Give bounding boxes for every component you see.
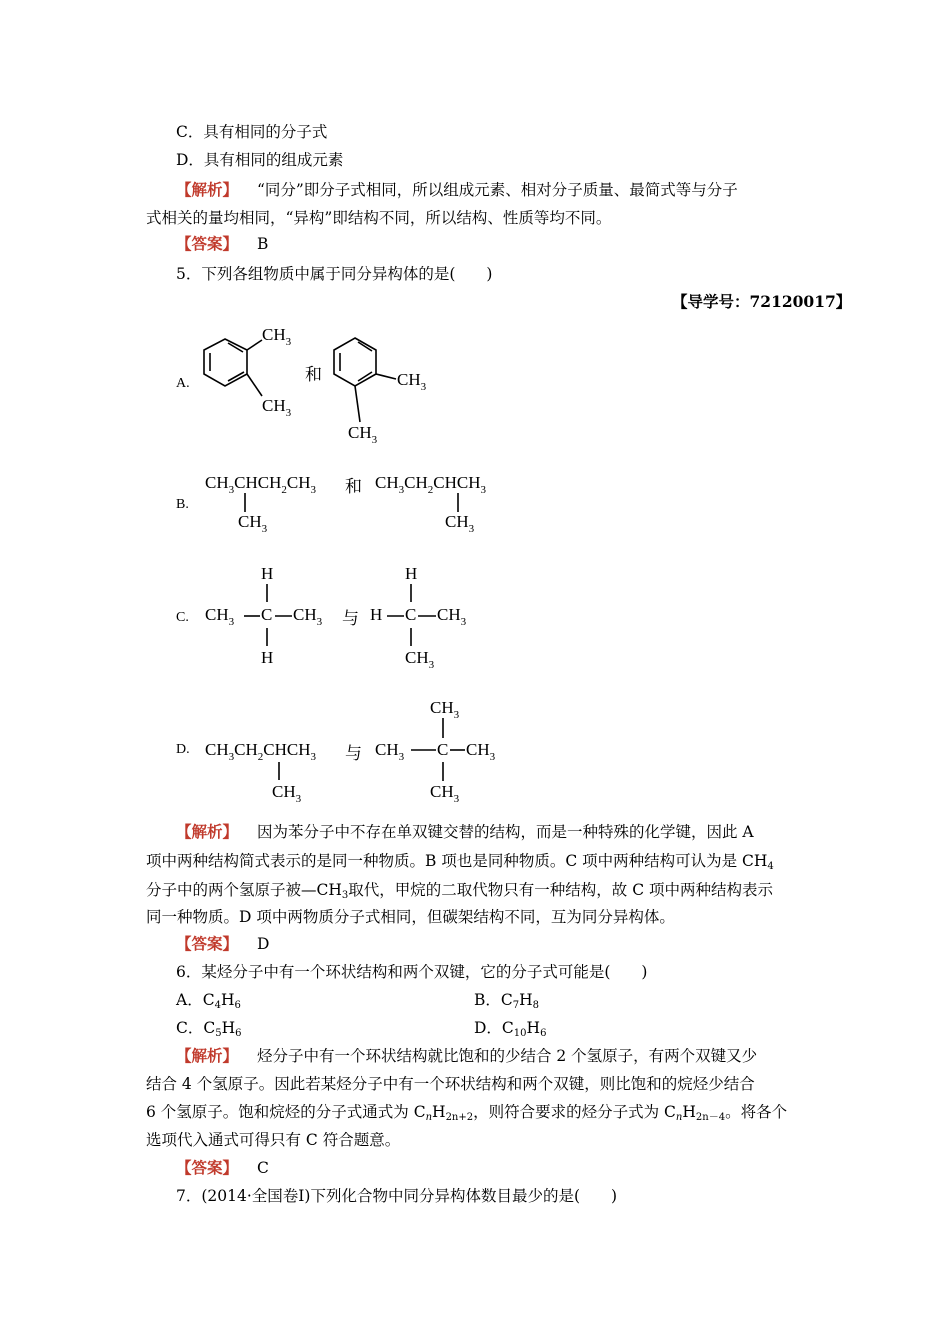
q6-question: 6．某烃分子中有一个环状结构和两个双键，它的分子式可能是( ) (176, 963, 648, 981)
option-a-label: A. (176, 376, 190, 391)
c-left-main: $CH_3$ (205, 605, 235, 628)
analysis-tag: 【解析】 (176, 1046, 239, 1065)
a-ch3-top: $CH_3$ (262, 325, 292, 348)
c-right-carbon: C (405, 605, 417, 624)
q4-analysis-line1: 【解析】 “同分”即分子式相同，所以组成元素、相对分子质量、最简式等与分子 (176, 180, 738, 199)
c-left-h-top: H (261, 564, 274, 583)
q6-option-b: B．$C_7H_8$ (474, 991, 540, 1011)
d-right-carbon: C (437, 740, 449, 759)
q5-guide-number: 【导学号：72120017】 (672, 292, 852, 311)
q6-analysis-line4: 选项代入通式可得只有 C 符合题意。 (146, 1131, 401, 1149)
q4-answer: 【答案】 B (176, 234, 269, 253)
option-d-label: D. (176, 742, 190, 757)
option-c-label: C. (176, 610, 189, 625)
answer-tag: 【答案】 (176, 234, 239, 253)
q4-analysis-line2: 式相关的量均相同，“异构”即结构不同，所以结构、性质等均不同。 (146, 209, 612, 227)
b-left-chain: $CH_3CHCH_2CH_3$ (205, 473, 316, 496)
q6-option-d: D．$C_{10}H_6$ (474, 1019, 547, 1039)
q5-analysis-line1: 【解析】 因为苯分子中不存在单双键交替的结构，而是一种特殊的化学键，因此 A (176, 822, 754, 841)
c-right-ch3-right: $CH_3$ (437, 605, 467, 628)
and-word-a: 和 (305, 365, 322, 385)
q6-analysis-line1: 【解析】 烃分子中有一个环状结构就比饱和的少结合 2 个氢原子，有两个双键又少 (176, 1046, 758, 1065)
d-right-ch3-left: $CH_3$ (375, 740, 405, 763)
d-right-ch3-top: $CH_3$ (430, 698, 460, 721)
q4-option-d: D．具有相同的组成元素 (176, 151, 344, 169)
q4-option-c: C．具有相同的分子式 (176, 123, 328, 141)
b-right-chain: $CH_3CH_2CHCH_3$ (375, 473, 486, 496)
q6-answer: 【答案】 C (176, 1158, 269, 1177)
q5-analysis-line3: 分子中的两个氢原子被$—CH_3$取代，甲烷的二取代物只有一种结构，故 C 项中两种结构表示 (146, 881, 773, 901)
option-b-label: B. (176, 497, 189, 512)
c-right-ch3-bottom: $CH_3$ (405, 648, 435, 671)
q7-question: 7．(2014·全国卷Ⅰ)下列化合物中同分异构体数目最少的是( ) (176, 1187, 618, 1205)
analysis-tag: 【解析】 (176, 822, 239, 841)
with-word-d: 与 (345, 744, 362, 764)
c-right-h-top: H (405, 564, 418, 583)
q5-answer: 【答案】 D (176, 934, 270, 953)
c-left-carbon: C (261, 605, 273, 624)
q5-analysis-line4: 同一种物质。D 项中两物质分子式相同，但碳架结构不同，互为同分异构体。 (146, 908, 675, 926)
b-left-branch: $CH_3$ (238, 512, 268, 535)
analysis-tag: 【解析】 (176, 180, 239, 199)
d-right-ch3-bottom: $CH_3$ (430, 782, 460, 805)
d-right-ch3-right: $CH_3$ (466, 740, 496, 763)
q5-analysis-line2: 项中两种结构简式表示的是同一种物质。B 项也是同种物质。C 项中两种结构可认为是 $CH_4$ (146, 852, 774, 872)
q6-analysis-line2: 结合 4 个氢原子。因此若某烃分子中有一个环状结构和两个双键，则比饱和的烷烃少结合 (146, 1075, 755, 1093)
c-left-h-bottom: H (261, 648, 274, 667)
answer-tag: 【答案】 (176, 934, 239, 953)
a-ch3-bottom: $CH_3$ (262, 396, 292, 419)
q6-option-c: C．$C_5H_6$ (176, 1019, 242, 1039)
d-left-branch: $CH_3$ (272, 782, 302, 805)
q6-analysis-line3: 6 个氢原子。饱和烷烃的分子式通式为 $C_nH_{2n+2}$，则符合要求的烃分子式为 $C_nH_{2n-4}$。将各个 (146, 1103, 788, 1123)
q6-option-a: A．$C_4H_6$ (176, 991, 241, 1011)
and-word-b: 和 (345, 477, 362, 497)
c-left-ch3-right: $CH_3$ (293, 605, 323, 628)
d-left-chain: $CH_3CH_2CHCH_3$ (205, 740, 316, 763)
answer-tag: 【答案】 (176, 1158, 239, 1177)
a-ch3-right: $CH_3$ (397, 370, 427, 393)
q5-question: 5．下列各组物质中属于同分异构体的是( ) (176, 265, 493, 283)
with-word-c: 与 (342, 609, 359, 629)
c-right-h-left: H (370, 605, 383, 624)
a-ch3-lower: $CH_3$ (348, 423, 378, 446)
b-right-branch: $CH_3$ (445, 512, 475, 535)
